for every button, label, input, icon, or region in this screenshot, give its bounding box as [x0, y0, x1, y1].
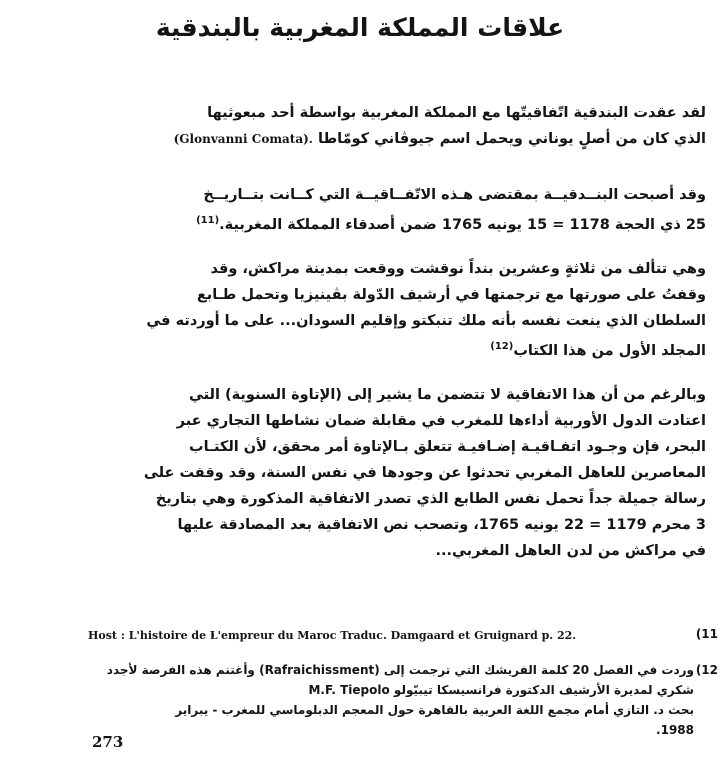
paragraph-1-line-2-text: الذي كان من أصلٍ يوناني ويحمل اسم جيوڤاني كومّاطا [318, 131, 706, 147]
paragraph-1 [88, 100, 706, 152]
page-number: 273 [92, 733, 124, 751]
paragraph-4-line-3: البحر، فإن وجـود اتفـاقيـة إضـافيـة تتعلق بـالإتاوة أمر محقق، لأن الكتـاب [189, 439, 706, 455]
footnote-12 [88, 660, 718, 740]
footnote-ref-11: (11) [196, 215, 220, 226]
paragraph-4-line-5: رسالة جميلة جداً تحمل نفس الطابع الذي تصدر الاتفاقية المذكورة وهي بتاريخ [155, 491, 706, 507]
paragraph-4-line-6: 3 محرم 1179 = 22 يونيه 1765، وتصحب نص الاتفاقية بعد المصادقة عليها [177, 517, 706, 533]
footnote-11-number: (11 [695, 627, 718, 641]
footnote-12-body [88, 660, 694, 740]
paragraph-3-line-1: وهي تتألف من ثلاثةٍ وعشرين بنداً نوقشت ووقعت بمدينة مراكش، وقد [210, 261, 706, 277]
paragraph-4 [88, 382, 706, 564]
paragraph-4-line-7: في مراكش من لدن العاهل المغربي... [435, 543, 706, 559]
paragraph-3-line-3: السلطان الذي ينعت نفسه بأنه ملك تنبكتو وإقليم السودان... على ما أوردته في [146, 313, 706, 329]
paragraph-2-line-2-text: 25 ذي الحجة 1178 = 15 يونيه 1765 ضمن أصدقاء المملكة المغربية. [219, 216, 706, 233]
paragraph-3-line-2: وقفتُ على صورتها مع ترجمتها في أرشيف الدّولة بڤينيزيا وتحمل طـابع [196, 287, 706, 303]
paragraph-1-line-1: لقد عقدت البندقية اتّفاقيتّها مع المملكة المغربية بواسطة أحد مبعوثيها [207, 105, 706, 121]
paragraph-2 [88, 182, 706, 238]
footnote-ref-12: (12) [490, 341, 514, 352]
page-title: علاقات المملكة المغربية بالبندقية [155, 13, 565, 42]
paragraph-2-line-1: وقد أصبحت البنــدقيــة بمقتضى هـذه الاتّفــاقيــة التي كــانت بتــاريــخ [203, 187, 706, 203]
footnotes [88, 624, 718, 740]
footnote-12-line-2: شكري لمديرة الأرشيف الدكتورة فرانسيسكا تيبيّولو M.F. Tiepolo [308, 683, 694, 697]
paragraph-3-line-4-text: المجلد الأول من هذا الكتاب [513, 342, 706, 359]
footnote-12-line-4: 1988. [656, 723, 694, 737]
footnote-12-number: (12 [695, 663, 718, 677]
paragraph-2-line-2 [88, 208, 706, 238]
paragraph-3 [88, 256, 706, 364]
paragraph-4-line-2: اعتادت الدول الأوربية أداءها للمغرب في مقابلة ضمان نشاطها التجاري عبر [176, 413, 706, 429]
footnote-11 [88, 624, 718, 648]
paragraph-3-line-4 [88, 334, 706, 364]
footnote-11-text: Host : L'histoire de L'empreur du Maroc Traduc. Damgaard et Gruignard p. 22. [88, 629, 577, 642]
paragraph-4-line-4: المعاصرين للعاهل المغربي تحدثوا عن وجودها في نفس السنة، وقد وقفت على [143, 465, 706, 481]
footnote-12-line-3: بحث د. التازي أمام مجمع اللغة العربية بالقاهرة حول المعجم الدبلوماسي للمغرب - يبراير [175, 703, 694, 717]
paragraph-4-line-1: وبالرغم من أن هذا الاتفاقية لا تتضمن ما يشير إلى (الإتاوة السنوية) التي [188, 387, 706, 403]
footnote-12-line-1: وردت في الفصل 20 كلمة الفريشك التي ترجمت إلى (Rafraichissment) وأغتنم هذه الفرصة لأجدد [106, 663, 694, 677]
latin-name: (Glonvanni Comata). [173, 132, 313, 146]
paragraph-1-line-2 [88, 126, 706, 152]
